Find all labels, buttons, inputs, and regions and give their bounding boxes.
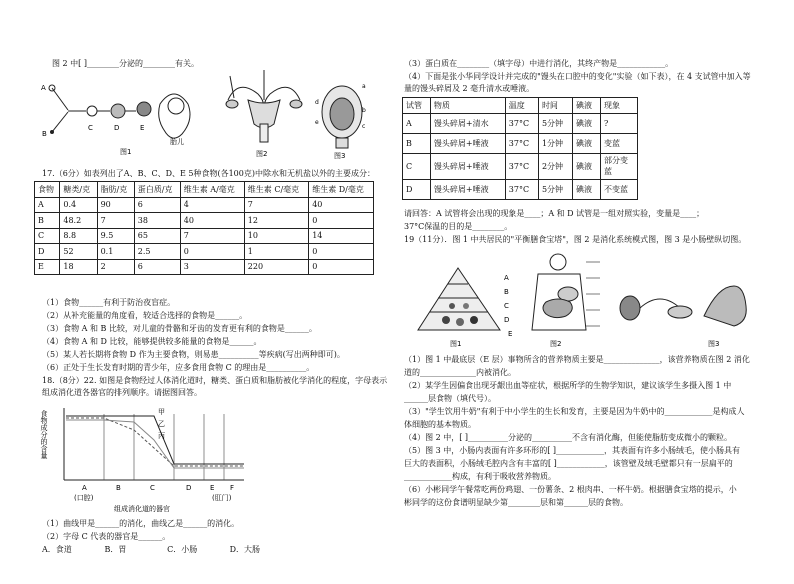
intestine-wall: [620, 286, 746, 348]
tick-a: A: [82, 484, 87, 492]
curve-jia: [66, 416, 244, 464]
table-cell: B: [403, 133, 431, 153]
q17-item-4: （4）食物 A 和 D 比较，能够提供较多能量的食物是______。: [42, 337, 262, 346]
table-row: [35, 197, 374, 213]
table-cell: 0.4: [60, 197, 97, 213]
table-cell: 0: [309, 259, 374, 275]
fig1-label-c: C: [88, 124, 93, 132]
table-row: [35, 228, 374, 244]
table-cell: 37°C: [505, 133, 538, 153]
table-cell: C: [35, 228, 60, 244]
q17-title: 17.（6分）如表列出了A、B、C、D、E 5种食物(各100克)中除水和无机盐以外的主要成分：: [42, 169, 375, 178]
table-cell: 碘液: [573, 179, 601, 199]
table-cell: 馒头碎屑+唾液: [430, 133, 505, 153]
q19-line-3: （2）某学生因偏食出现牙龈出血等症状，根据所学的生物学知识，建议该学生多摄入图 1 中: [404, 381, 732, 390]
table-cell: 1: [244, 244, 308, 260]
table-cell: 馒头碎屑+清水: [430, 113, 505, 133]
table-header-row: [403, 98, 638, 114]
q19-line-10: ____________构成，有利于吸收营养物质。: [404, 472, 556, 481]
option-a: A．食道: [42, 545, 72, 554]
table-cell: 碘液: [573, 133, 601, 153]
fig3-label-b: b: [362, 107, 366, 114]
tick-b: B: [116, 484, 121, 492]
table-cell: 6: [134, 259, 180, 275]
table-cell: 65: [134, 228, 180, 244]
experiment-table: [402, 97, 638, 200]
q19-line-9: 巨大的表面积，小肠绒毛腔内含有丰富的[ ]____________，该管壁及绒毛壁都只有一层扁平的: [404, 459, 733, 468]
table-cell: 40: [180, 213, 244, 229]
q18-item-4-line-2: 量的馒头碎屑及 2 毫升清水或唾液。: [404, 84, 535, 93]
table-cell: 0: [309, 244, 374, 260]
table-cell: B: [35, 213, 60, 229]
x-right-label: (肛门): [212, 494, 232, 502]
pyramid-label-c: C: [504, 302, 509, 310]
table-cell: 52: [60, 244, 97, 260]
q17-item-1: （1）食物______有利于防治夜盲症。: [42, 298, 176, 307]
table-cell: 10: [244, 228, 308, 244]
table-cell: 12: [244, 213, 308, 229]
table-cell: 7: [97, 213, 134, 229]
q19-line-2: 道的______________内被消化。: [404, 368, 516, 377]
table-cell: 0.1: [97, 244, 134, 260]
table-cell: 8.8: [60, 228, 97, 244]
q17-item-2: （2）从补充能量的角度看，较适合选择的食物是______。: [42, 311, 248, 320]
table-cell: 2分钟: [538, 153, 572, 179]
q19-line-12: 彬同学的这份食谱明显缺少第________层和第______层的食物。: [404, 498, 628, 507]
table-cell: 5分钟: [538, 179, 572, 199]
table-cell: 7: [180, 228, 244, 244]
table-cell: 3: [180, 259, 244, 275]
table-row: [35, 244, 374, 260]
option-c: C．小肠: [167, 545, 198, 554]
table-cell: 220: [244, 259, 308, 275]
fig3-label-d: d: [315, 99, 319, 106]
table-cell: E: [35, 259, 60, 275]
table-row: [35, 213, 374, 229]
table-cell: 90: [97, 197, 134, 213]
q17-item-5: （5）某人若长期将食物 D 作为主要食物，则易患__________等疾病(写出两种即可)。: [42, 350, 345, 359]
option-b: B．胃: [104, 545, 127, 554]
table-cell: D: [35, 244, 60, 260]
table-cell: A: [403, 113, 431, 133]
table-cell: 4: [180, 197, 244, 213]
digestion-chart: [40, 400, 254, 515]
table-row: [403, 179, 638, 199]
q19-line-5: （3）"学生饮用牛奶"有利于中小学生的生长和发育，主要是因为牛奶中的____________是构成人: [404, 407, 745, 416]
table-header: 碘液: [573, 98, 601, 114]
table-row: [403, 113, 638, 133]
curve-bing: [66, 420, 244, 468]
nutrition-table: [34, 181, 374, 275]
table-cell: 2.5: [134, 244, 180, 260]
pyramid-label-e: E: [508, 330, 513, 338]
pyramid-label-d: D: [504, 316, 510, 324]
table-row: [403, 153, 638, 179]
figure-3-fetus: [312, 78, 368, 160]
pyramid-label-b: B: [504, 288, 509, 296]
q18-options: [42, 544, 302, 555]
table-header: 蛋白质/克: [134, 182, 180, 198]
fig3-label-e: e: [315, 119, 319, 126]
fig1-label-a: A: [41, 84, 46, 92]
q18-title-line-2: 组成消化道各器官的排列顺序。请据图回答。: [42, 388, 202, 397]
table-cell: 37°C: [505, 113, 538, 133]
table-header: 维生素 A/毫克: [180, 182, 244, 198]
table-cell: 37°C: [505, 179, 538, 199]
table-header: 维生素 D/毫克: [309, 182, 374, 198]
table-cell: 7: [244, 197, 308, 213]
table-cell: 6: [134, 197, 180, 213]
table-header: 试管: [403, 98, 431, 114]
q17-item-3: （3）食物 A 和 B 比较，对儿童的骨骼和牙齿的发育更有利的食物是______。: [42, 324, 317, 333]
series-label-yi: 乙: [158, 420, 165, 428]
table-header: 食物: [35, 182, 60, 198]
table-cell: 不变蓝: [601, 179, 638, 199]
table-header: 糖类/克: [60, 182, 97, 198]
table-header: 维生素 C/毫克: [244, 182, 308, 198]
table-header: 时间: [538, 98, 572, 114]
fig3-label-c: c: [362, 123, 366, 130]
q18-title-line-1: 18.（8分）22. 如图是食物经过人体消化道时，糖类、蛋白质和脂肪被化学消化的程度，字母表示: [42, 376, 388, 385]
series-label-bing: 丙: [158, 432, 165, 440]
table-cell: 碘液: [573, 153, 601, 179]
fig1-label-e: E: [140, 124, 145, 132]
figure-1-development: [40, 76, 210, 158]
tick-c: C: [150, 484, 155, 492]
fig3-label-a: a: [362, 83, 366, 90]
table-cell: 馒头碎屑+唾液: [430, 179, 505, 199]
table-cell: 0: [309, 213, 374, 229]
fig-caption-1: 图1: [450, 340, 462, 348]
q19-line-11: （6）小彬同学午餐常吃两份鸡翅、一份薯条、2 根肉串、一杯牛奶。根据膳食宝塔的提示，小: [404, 485, 737, 494]
fig1-caption: 图1: [120, 148, 132, 156]
table-cell: 18: [60, 259, 97, 275]
table-cell: D: [403, 179, 431, 199]
series-label-jia: 甲: [158, 408, 165, 416]
fig2-caption: 图2: [256, 150, 268, 158]
fig3-caption: 图3: [334, 152, 346, 160]
table-cell: 变蓝: [601, 133, 638, 153]
fig1-label-b: B: [42, 130, 47, 138]
tick-f: F: [230, 484, 235, 492]
table-header: 现象: [601, 98, 638, 114]
table-cell: 37°C: [505, 153, 538, 179]
q18-item-1: （1）曲线甲是______的消化，曲线乙是______的消化。: [42, 519, 240, 528]
fig-fill-line: 图 2 中[ ]________分泌的________有关。: [52, 59, 199, 68]
answer-line-1: 请回答：A 试管将会出现的现象是____；A 和 D 试管是一组对照实验，变量是____；: [404, 209, 705, 218]
q19-title: 19（11分）．图 1 中共居民的"平衡膳食宝塔"，图 2 是消化系统模式图，图 3 是小肠壁纵切图。: [404, 235, 747, 244]
table-cell: C: [403, 153, 431, 179]
q19-line-1: （1）图 1 中最底层（E 层）事物所含的营养物质主要是______________，该营养物质在图 2 消化: [404, 355, 750, 364]
q18-item-3: （3）蛋白质在________（填字母）中进行消化，其终产物是____________。: [404, 59, 674, 68]
table-cell: 2: [97, 259, 134, 275]
fig1-fetus-label: 胎儿: [170, 138, 184, 146]
table-cell: 1分钟: [538, 133, 572, 153]
table-header: 物质: [430, 98, 505, 114]
table-row: [403, 133, 638, 153]
q19-line-4: ______层食物（填代号）。: [404, 394, 496, 403]
tick-d: D: [186, 484, 192, 492]
table-cell: 馒头碎屑+唾液: [430, 153, 505, 179]
x-left-label: (口腔): [74, 494, 94, 502]
table-header: 脂肪/克: [97, 182, 134, 198]
pyramid-label-a: A: [504, 274, 509, 282]
q17-item-6: （6）正处于生长发育时期的青少年，应多食用食物 C 的理由是__________。: [42, 363, 315, 372]
q18-item-4-line-1: （4）下面是张小华同学设计并完成的"馒头在口腔中的变化"实验（如下表），在 4 支试管中加入等: [404, 72, 751, 81]
q19-line-7: （4）图 2 中，[ ]__________分泌的__________不含有消化酶，但能使脂肪变成微小的颗粒。: [404, 433, 733, 442]
table-cell: 5分钟: [538, 113, 572, 133]
table-cell: 碘液: [573, 113, 601, 133]
table-row: [35, 259, 374, 275]
table-cell: 14: [309, 228, 374, 244]
fig-caption-3: 图3: [708, 340, 720, 348]
table-cell: 48.2: [60, 213, 97, 229]
option-d: D．大肠: [229, 545, 261, 554]
table-cell: 9.5: [97, 228, 134, 244]
table-cell: 38: [134, 213, 180, 229]
q19-figures: [408, 250, 778, 350]
table-cell: 0: [180, 244, 244, 260]
table-cell: A: [35, 197, 60, 213]
q18-item-2: （2）字母 C 代表的器官是______。: [42, 532, 171, 541]
answer-line-2: 37°C保温的目的是________。: [404, 222, 513, 231]
table-header: 温度: [505, 98, 538, 114]
table-cell: ?: [601, 113, 638, 133]
table-cell: 40: [309, 197, 374, 213]
q19-line-8: （5）图 3 中，小肠内表面有许多环形的[ ]____________，其表面有许多小肠绒毛，使小肠具有: [404, 446, 741, 455]
table-header-row: [35, 182, 374, 198]
digestive-system: [532, 254, 600, 348]
figure-2-reproductive: [218, 70, 310, 160]
table-cell: 部分变蓝: [601, 153, 638, 179]
fig-caption-2: 图2: [550, 340, 562, 348]
chart-xlabel: 组成消化道的器官: [114, 505, 170, 513]
tick-e: E: [210, 484, 215, 492]
chart-ylabel: 食物成分的含量: [40, 410, 48, 459]
fig1-label-d: D: [114, 124, 120, 132]
food-pyramid: [418, 268, 512, 348]
q19-line-6: 体细胞的基本物质。: [404, 420, 476, 429]
